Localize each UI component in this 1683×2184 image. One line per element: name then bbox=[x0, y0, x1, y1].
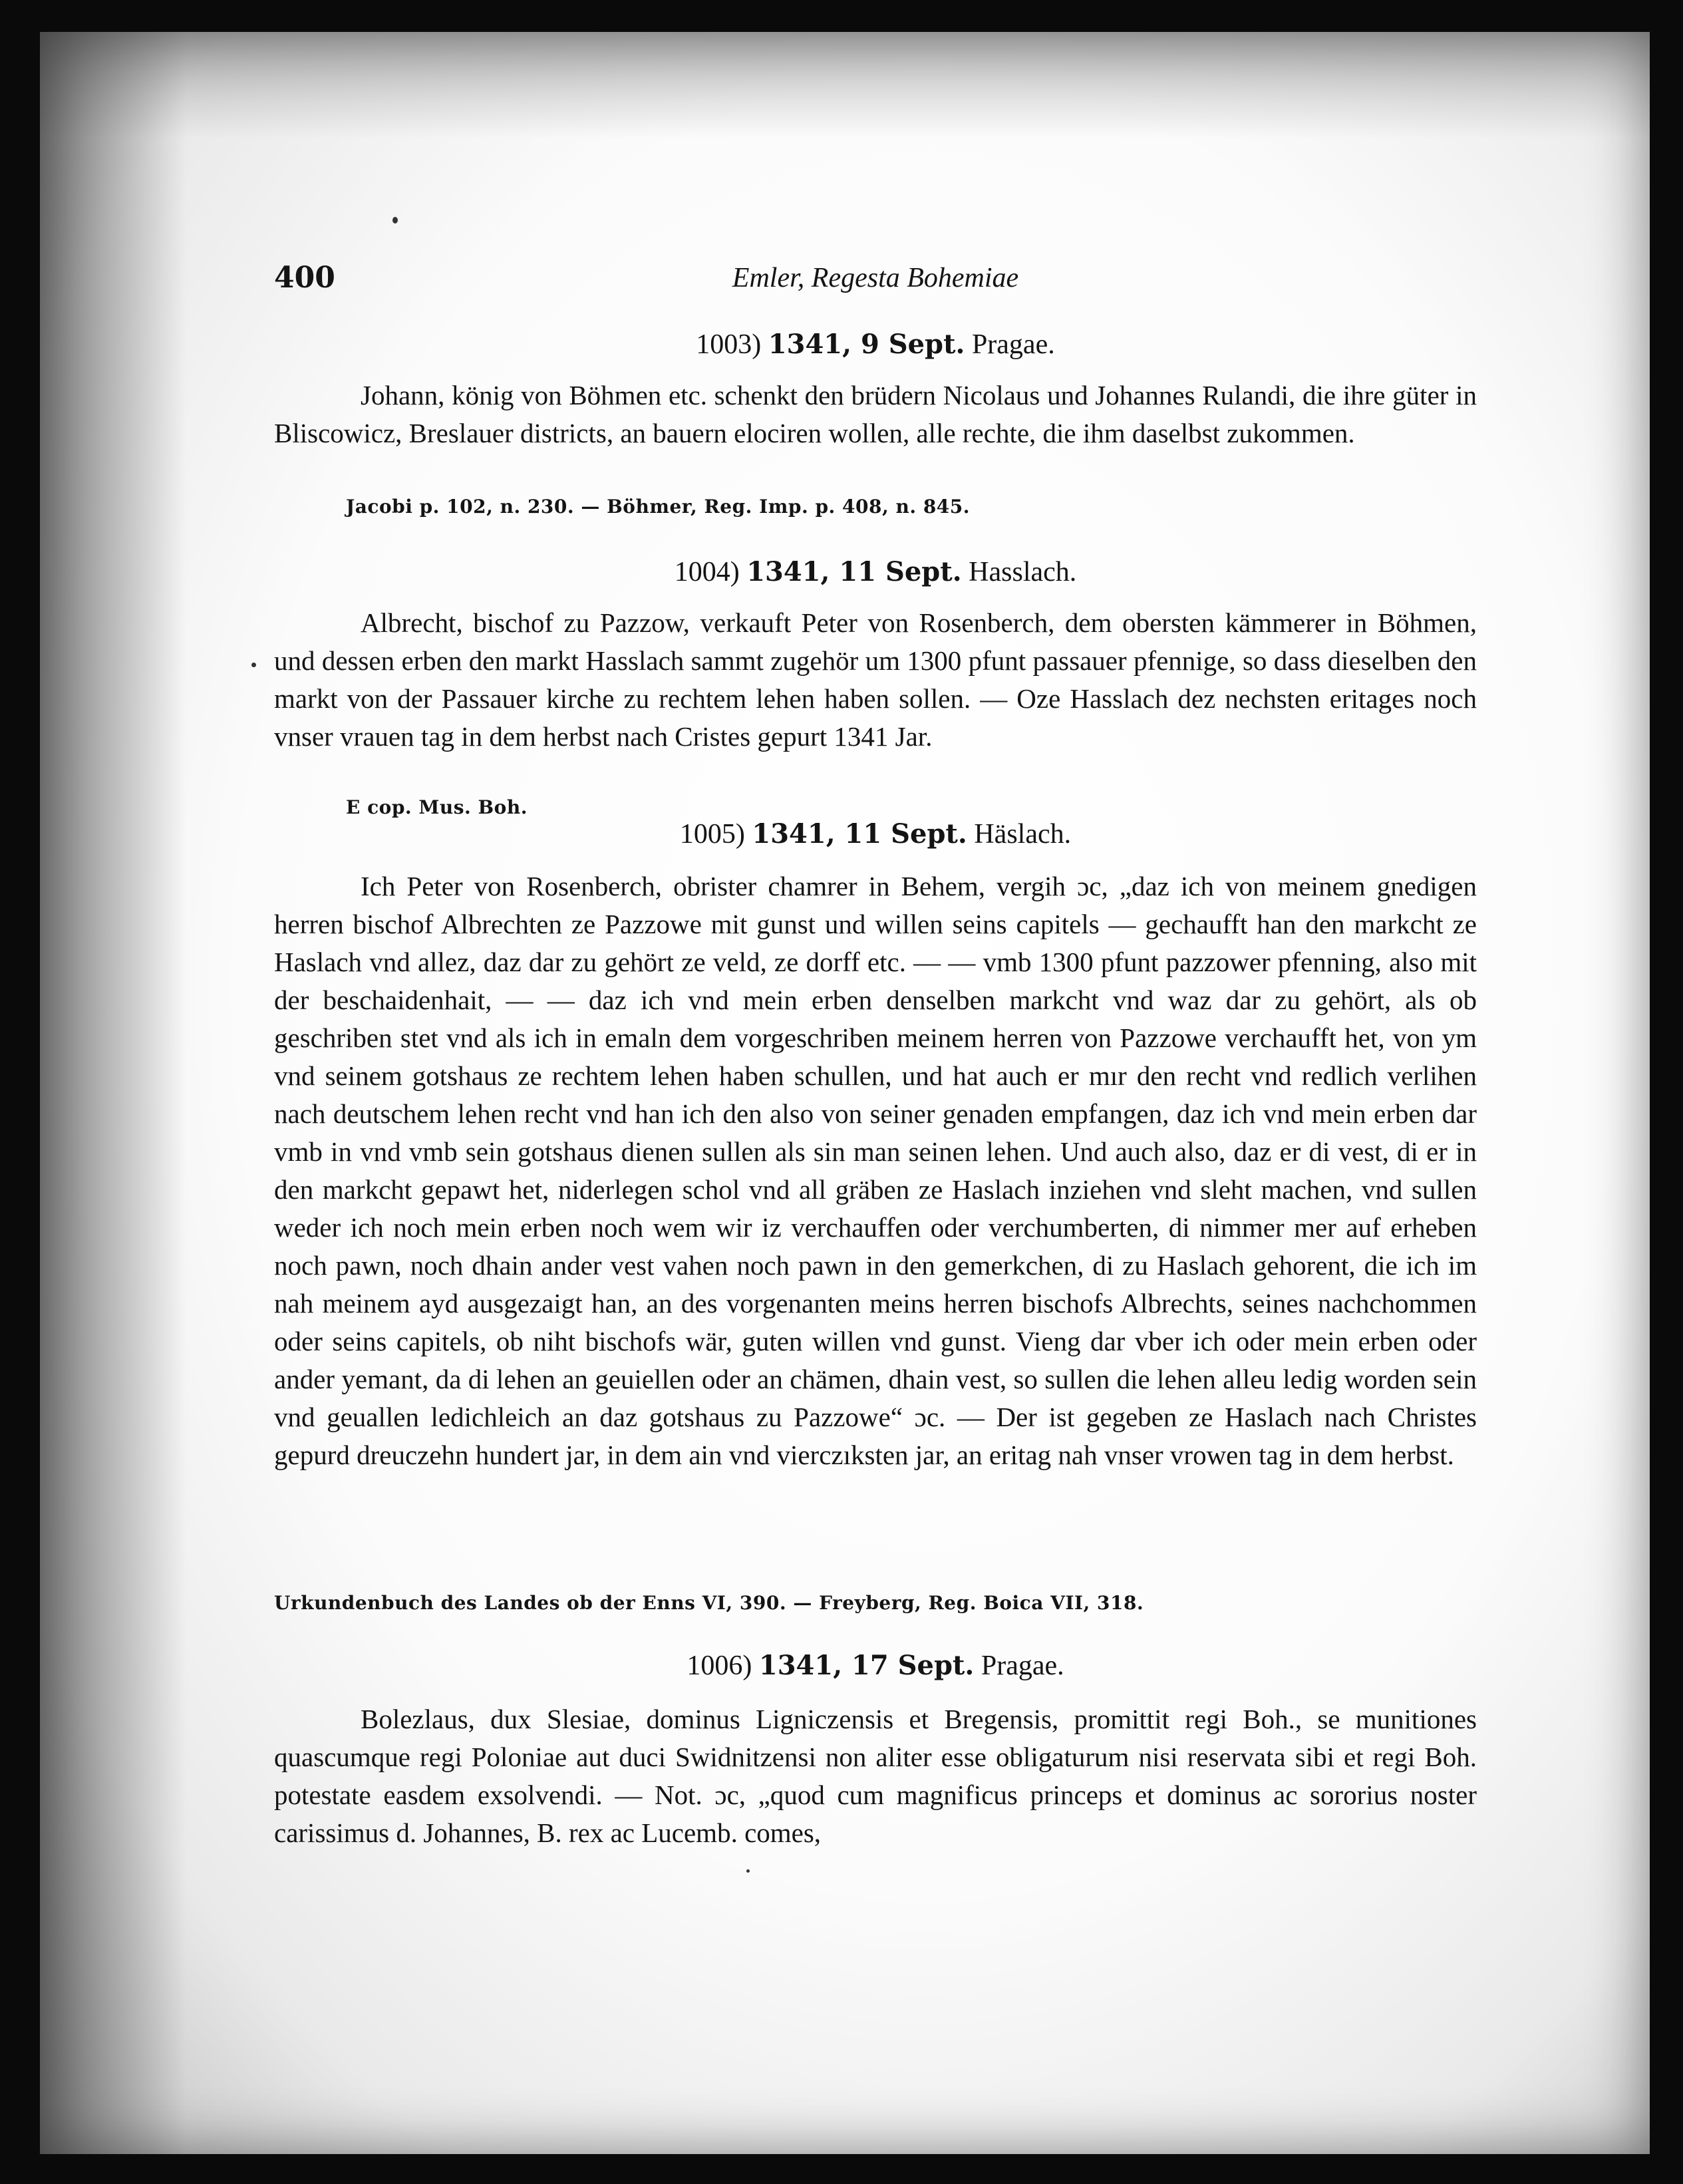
running-head bbox=[274, 261, 1477, 301]
ink-speck bbox=[392, 217, 398, 224]
entry-text: Johann, könig von Böhmen etc. schenkt den brüdern Nicolaus und Johannes Rulandi, die ihre güter in Bliscowicz, Breslauer districts, an bauern elociren wollen, alle rechte, die ihm daselbst zukommen. bbox=[274, 380, 1477, 448]
entry-number: 1005) bbox=[679, 819, 745, 850]
running-title: Emler, Regesta Bohemiae bbox=[732, 263, 1019, 293]
entry-source: Jacobi p. 102, n. 230. — Böhmer, Reg. Imp. p. 408, n. 845. bbox=[346, 496, 971, 518]
entry-source: E cop. Mus. Boh. bbox=[346, 796, 528, 818]
entry-date: 1341, 11 Sept. bbox=[746, 556, 962, 587]
entry-number: 1006) bbox=[687, 1650, 752, 1681]
entry-heading bbox=[274, 553, 1477, 591]
entry-date: 1341, 9 Sept. bbox=[768, 329, 965, 360]
entry-source: Urkundenbuch des Landes ob der Enns VI, 390. — Freyberg, Reg. Boica VII, 318. bbox=[274, 1592, 1144, 1614]
ink-speck bbox=[746, 1869, 750, 1873]
entry-heading bbox=[274, 326, 1477, 363]
entry-date: 1341, 17 Sept. bbox=[758, 1650, 975, 1681]
entry-number: 1003) bbox=[696, 329, 762, 360]
ink-speck bbox=[251, 663, 256, 667]
entry-heading bbox=[274, 816, 1477, 853]
entry-place: Häslach. bbox=[974, 819, 1072, 850]
entry-place: Pragae. bbox=[981, 1650, 1064, 1681]
entry-place: Pragae. bbox=[971, 329, 1055, 360]
entry-heading bbox=[274, 1647, 1477, 1684]
entry-number: 1004) bbox=[674, 557, 740, 587]
entry-date: 1341, 11 Sept. bbox=[752, 818, 967, 850]
page-number: 400 bbox=[274, 261, 335, 295]
entry-text: Bolezlaus, dux Slesiae, dominus Ligniczensis et Bregensis, promittit regi Boh., se munitiones quascumque regi Poloniae aut duci Swidnitzensi non aliter esse obligaturum nisi reservata sibi et regi Boh. potestate easdem exsolvendi. — Not. ɔc, „quod cum magnificus princeps et dominus ac sororius noster carissimus d. Johannes, B. rex ac Lucemb. comes, bbox=[274, 1704, 1477, 1848]
entry-text: Ich Peter von Rosenberch, obrister chamrer in Behem, vergih ɔc, „daz ich von meinem gnedigen herren bischof Albrechten ze Pazzowe mit gunst und willen seins capitels — gechaufft han den markcht ze Haslach vnd allez, daz dar zu gehört ze veld, ze dorff etc. — — vmb 1300 pfunt pazzower pfenning, also mit der beschaidenhait, — — daz ich vnd mein erben denselben markcht vnd waz dar zu gehört, als ob geschriben stet vnd als ich in emaln dem vorgeschriben meinem herren von Pazzowe verchaufft het, von ym vnd seinem gotshaus ze rechtem lehen haben schullen, und hat auch er mır den recht vnd redlich verlihen nach deutschem lehen recht vnd han ich den also von seiner genaden empfangen, daz ich vnd mein erben dar vmb in vnd vmb sein gotshaus dienen sullen als sin man seinen lehen. Und auch also, daz er di vest, di er in den markcht gepawt het, niderlegen schol vnd all gräben ze Haslach inziehen vnd sleht machen, vnd sullen weder ich noch mein erben noch wem wir iz verchauffen oder verchumberten, di nimmer mer auf erheben noch pawn, noch dhain ander vest vahen noch pawn in den gemerkchen, di zu Haslach gehorent, die ich im nah meinem ayd ausgezaigt han, an des vorgenanten meins herren bischofs Albrechts, seines nachchommen oder seins capitels, ob niht bischofs wär, guten willen vnd gunst. Vieng dar vber ich oder mein erben oder ander yemant, da di lehen an geuiellen oder an chämen, dhain vest, so sullen die lehen alleu ledig worden sein vnd geuallen ledichleich an daz gotshaus zu Pazzowe“ ɔc. — Der ist gegeben ze Haslach nach Christes gepurd dreuczehn hundert jar, in dem ain vnd vierczıksten jar, an eritag nah vnser vrowen tag in dem herbst. bbox=[274, 871, 1477, 1470]
entry-place: Hasslach. bbox=[969, 557, 1077, 587]
entry-text: Albrecht, bischof zu Pazzow, verkauft Peter von Rosenberch, dem obersten kämmerer in Böhmen, und dessen erben den markt Hasslach sammt zugehör um 1300 pfunt passauer pfennige, so dass dieselben den markt von der Passauer kirche zu rechtem lehen haben sollen. — Oze Hasslach dez nechsten eritages noch vnser vrauen tag in dem herbst nach Cristes gepurt 1341 Jar. bbox=[274, 607, 1477, 752]
